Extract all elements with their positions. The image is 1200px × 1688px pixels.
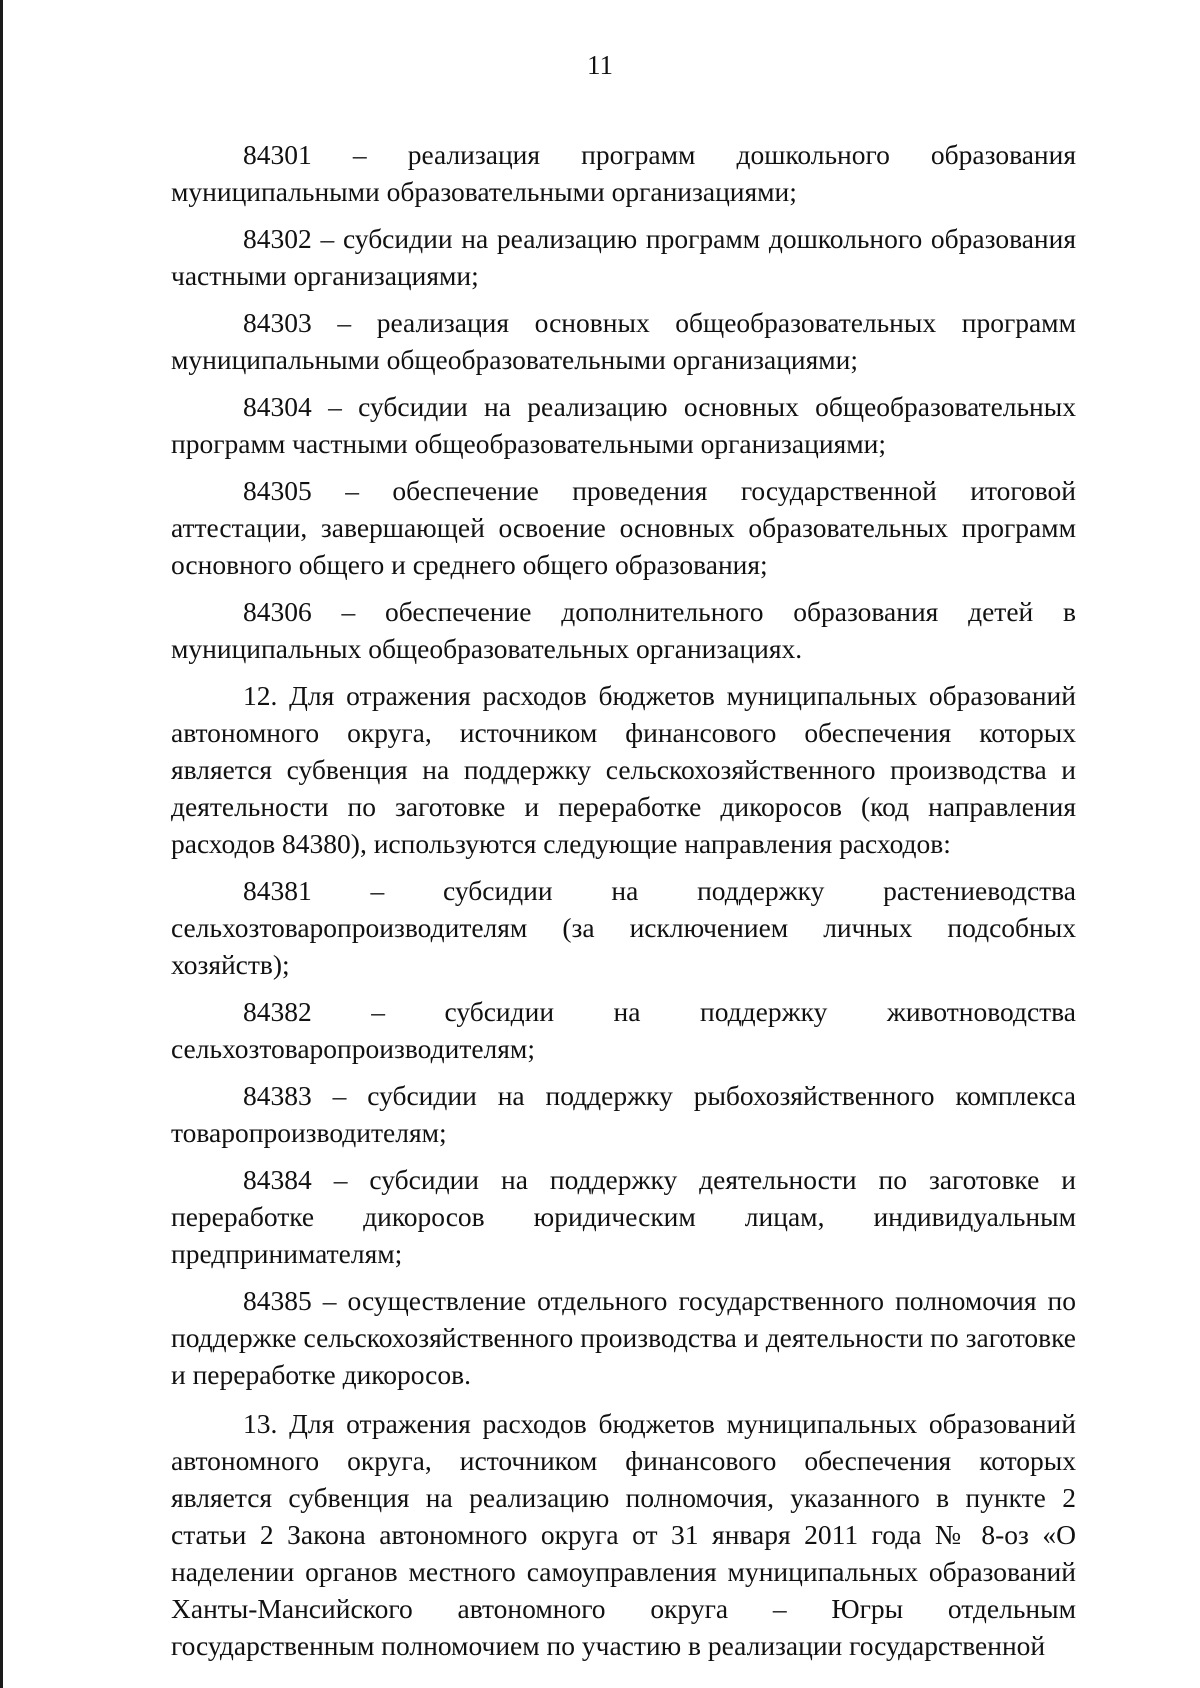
paragraph-section-12: 12. Для отражения расходов бюджетов муниципальных образований автономного округа, источником финансового обеспечения которых является субвенция на поддержку сельскохозяйственного производства и деятельности по заготовке и переработке дикоросов (код направления расходов 84380), используются следующие направления расходов: bbox=[171, 680, 1076, 859]
paragraph-84301: 84301 – реализация программ дошкольного образования муниципальными образовательными организациями; bbox=[171, 139, 1076, 207]
document-body bbox=[171, 136, 1076, 1664]
paragraph-84306: 84306 – обеспечение дополнительного образования детей в муниципальных общеобразовательных организациях. bbox=[171, 596, 1076, 664]
paragraph-84384: 84384 – субсидии на поддержку деятельности по заготовке и переработке дикоросов юридическим лицам, индивидуальным предпринимателям; bbox=[171, 1164, 1076, 1269]
paragraph-84385: 84385 – осуществление отдельного государственного полномочия по поддержке сельскохозяйственного производства и деятельности по заготовке и переработке дикоросов. bbox=[171, 1285, 1076, 1390]
paragraph-84305: 84305 – обеспечение проведения государственной итоговой аттестации, завершающей освоение основных образовательных программ основного общего и среднего общего образования; bbox=[171, 475, 1076, 580]
paragraph-84383: 84383 – субсидии на поддержку рыбохозяйственного комплекса товаропроизводителям; bbox=[171, 1080, 1076, 1148]
scan-border bbox=[0, 0, 3, 1688]
paragraph-84302: 84302 – субсидии на реализацию программ дошкольного образования частными организациями; bbox=[171, 223, 1076, 291]
paragraph-84382: 84382 – субсидии на поддержку животноводства сельхозтоваропроизводителям; bbox=[171, 996, 1076, 1064]
paragraph-84303: 84303 – реализация основных общеобразовательных программ муниципальными общеобразовательными организациями; bbox=[171, 307, 1076, 375]
paragraph-84381: 84381 – субсидии на поддержку растениеводства сельхозтоваропроизводителям (за исключением личных подсобных хозяйств); bbox=[171, 875, 1076, 980]
paragraph-84304: 84304 – субсидии на реализацию основных общеобразовательных программ частными общеобразовательными организациями; bbox=[171, 391, 1076, 459]
paragraph-section-13: 13. Для отражения расходов бюджетов муниципальных образований автономного округа, источником финансового обеспечения которых является субвенция на реализацию полномочия, указанного в пункте 2 статьи 2 Закона автономного округа от 31 января 2011 года № 8-оз «О наделении органов местного самоуправления муниципальных образований Ханты-Мансийского автономного округа – Югры отдельным государственным полномочием по участию в реализации государственной bbox=[171, 1408, 1076, 1661]
page-number: 11 bbox=[587, 50, 613, 80]
